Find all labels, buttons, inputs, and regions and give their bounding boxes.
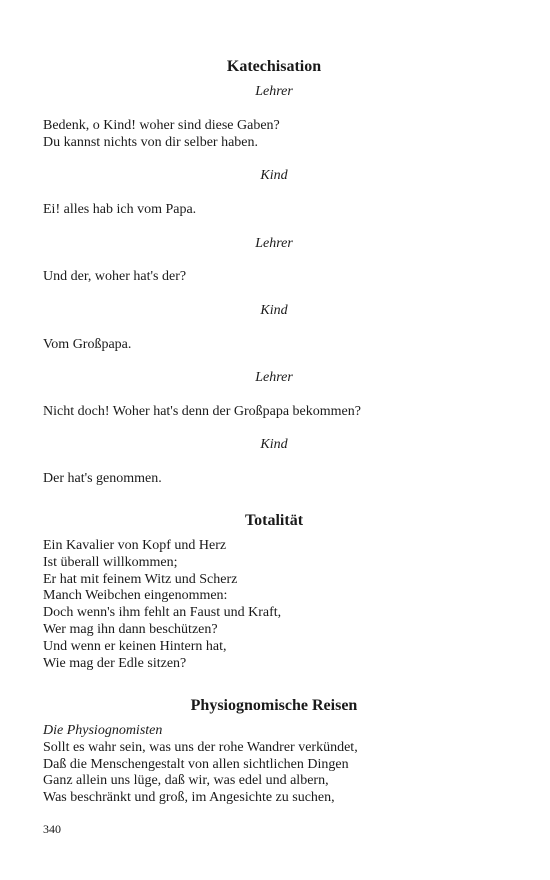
verse-line: Nicht doch! Woher hat's denn der Großpapa bekommen? — [43, 404, 361, 419]
dialogue-lines — [43, 118, 280, 152]
stanza — [43, 723, 358, 807]
verse-line: Vom Großpapa. — [43, 337, 132, 352]
speaker-label: Kind — [260, 303, 288, 318]
speaker-label: Lehrer — [255, 236, 293, 251]
verse-line: Manch Weibchen eingenommen: — [43, 588, 228, 604]
poem-title-totalitaet: Totalität — [244, 512, 304, 529]
verse-line: Ei! alles hab ich vom Papa. — [43, 202, 197, 217]
verse-line: Und wenn er keinen Hintern hat, — [43, 638, 227, 654]
poem-title-katechisation: Katechisation — [226, 58, 322, 75]
verse-line: Du kannst nichts von dir selber haben. — [43, 134, 259, 150]
verse-line: Ist überall willkommen; — [43, 554, 178, 570]
page-number: 340 — [43, 822, 61, 836]
verse-line: Wer mag ihn dann beschützen? — [43, 621, 218, 637]
stanza — [43, 538, 281, 672]
verse-line: Der hat's genommen. — [43, 471, 162, 486]
verse-line: Wie mag der Edle sitzen? — [43, 655, 187, 671]
speaker-label: Kind — [260, 437, 288, 452]
speaker-label: Lehrer — [255, 370, 293, 385]
speaker-label: Kind — [260, 168, 288, 183]
poem-title-physiognomische-reisen: Physiognomische Reisen — [190, 697, 358, 714]
verse-line: Ganz allein uns lüge, daß wir, was edel und albern, — [43, 773, 329, 789]
verse-line: Was beschränkt und groß, im Angesichte zu suchen, — [43, 790, 335, 806]
verse-line: Doch wenn's ihm fehlt an Faust und Kraft, — [43, 605, 282, 621]
verse-line: Er hat mit feinem Witz und Scherz — [43, 571, 238, 587]
verse-line: Und der, woher hat's der? — [43, 269, 187, 284]
poem-subtitle: Die Physiognomisten — [43, 723, 163, 738]
verse-line: Bedenk, o Kind! woher sind diese Gaben? — [43, 118, 280, 133]
speaker-label: Lehrer — [255, 84, 293, 99]
verse-line: Daß die Menschengestalt von allen sichtlichen Dingen — [43, 756, 349, 772]
verse-line: Sollt es wahr sein, was uns der rohe Wandrer verkündet, — [43, 739, 358, 755]
verse-line: Ein Kavalier von Kopf und Herz — [43, 538, 227, 553]
